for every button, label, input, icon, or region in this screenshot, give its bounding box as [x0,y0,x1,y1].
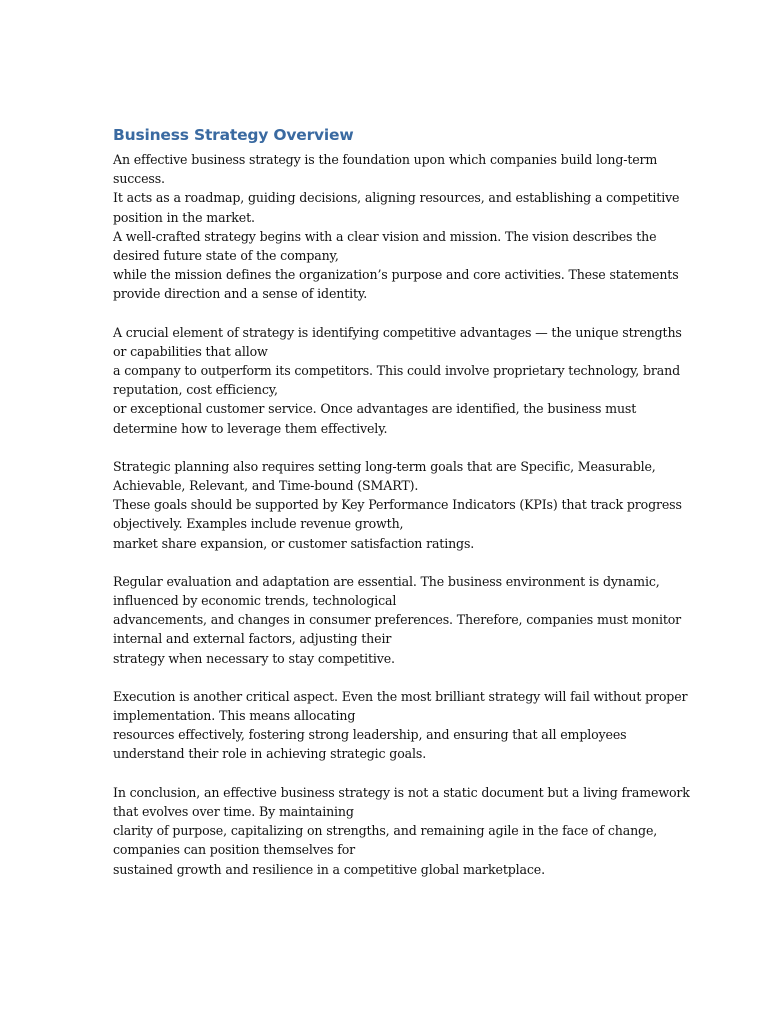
text-line: A well-crafted strategy begins with a clear vision and mission. The vision describes the [113,228,657,244]
text-line: a company to outperform its competitors. This could involve proprietary technology, brand [113,363,681,379]
text-line: that evolves over time. By maintaining [113,803,354,819]
text-line: Achievable, Relevant, and Time-bound (SMART). [113,478,419,494]
text-line: Execution is another critical aspect. Even the most brilliant strategy will fail without proper [113,688,688,704]
text-line: reputation, cost efficiency, [113,382,278,398]
text-line: An effective business strategy is the foundation upon which companies build long-term [113,152,658,167]
text-line: It acts as a roadmap, guiding decisions, aligning resources, and establishing a competitive [113,190,680,206]
text-line: sustained growth and resilience in a competitive global marketplace. [113,861,545,877]
text-line: desired future state of the company, [113,248,339,264]
paragraph [113,783,690,879]
text-line: companies can position themselves for [113,842,356,858]
text-line: Strategic planning also requires setting long-term goals that are Specific, Measurable, [113,458,656,474]
text-line: strategy when necessary to stay competitive. [113,650,395,666]
text-line: success. [113,171,165,187]
document-body [113,124,690,898]
text-line: implementation. This means allocating [113,708,356,724]
text-line: market share expansion, or customer satisfaction ratings. [113,535,475,551]
paragraph [113,572,682,668]
paragraph [113,687,688,764]
document-title: Business Strategy Overview [113,126,354,144]
paragraph [113,457,682,553]
text-line: while the mission defines the organization’s purpose and core activities. These statements [113,267,679,283]
text-line: advancements, and changes in consumer preferences. Therefore, companies must monitor [113,612,682,628]
text-line: influenced by economic trends, technological [113,593,397,609]
text-line: provide direction and a sense of identity. [113,286,368,302]
text-line: internal and external factors, adjusting their [113,631,392,647]
text-line: or exceptional customer service. Once advantages are identified, the business must [113,401,637,417]
text-line: A crucial element of strategy is identifying competitive advantages — the unique strengths [113,324,682,340]
text-line: determine how to leverage them effectively. [113,420,388,436]
text-line: objectively. Examples include revenue growth, [113,516,404,532]
text-line: In conclusion, an effective business strategy is not a static document but a living framework [113,784,690,800]
paragraph [113,323,682,438]
text-line: These goals should be supported by Key Performance Indicators (KPIs) that track progress [113,497,682,513]
text-line: understand their role in achieving strategic goals. [113,746,427,762]
text-line: clarity of purpose, capitalizing on strengths, and remaining agile in the face of change, [113,823,658,839]
text-line: or capabilities that allow [113,343,268,359]
paragraph [113,150,680,304]
text-line: resources effectively, fostering strong leadership, and ensuring that all employees [113,727,627,743]
text-line: Regular evaluation and adaptation are essential. The business environment is dynamic, [113,573,660,589]
text-line: position in the market. [113,209,255,225]
